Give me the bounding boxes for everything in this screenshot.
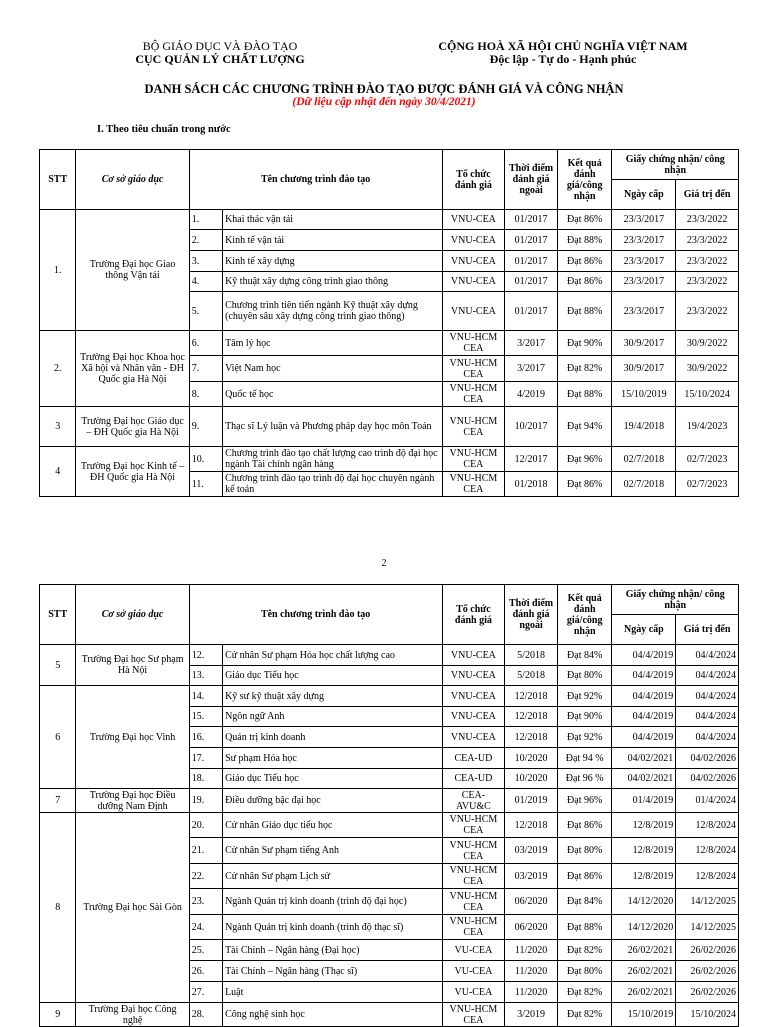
issue-date: 26/02/2021 — [612, 961, 676, 982]
org-header: Tổ chức đánh giá — [442, 150, 505, 210]
assessment-result: Đạt 88% — [557, 915, 612, 940]
assessment-result: Đạt 94 % — [557, 748, 612, 769]
assessment-result: Đạt 96 % — [557, 769, 612, 789]
assessment-time: 06/2020 — [505, 915, 558, 940]
assessment-time: 01/2019 — [505, 789, 558, 813]
valid-until: 14/12/2025 — [676, 889, 739, 915]
issue-date: 23/3/2017 — [612, 292, 676, 331]
institution-name: Trường Đại học Vinh — [76, 686, 189, 789]
assessment-result: Đạt 88% — [557, 382, 612, 407]
assessment-org: VNU-HCM CEA — [442, 382, 505, 407]
assessment-time: 11/2020 — [505, 961, 558, 982]
row-number: 18. — [189, 769, 222, 789]
assessment-result: Đạt 82% — [557, 356, 612, 382]
program-name: Luật — [223, 982, 443, 1003]
assessment-org: VNU-HCM CEA — [442, 864, 505, 889]
group-stt: 8 — [40, 813, 76, 1003]
assessment-org: VNU-CEA — [442, 645, 505, 666]
ministry-header — [100, 40, 340, 66]
valid-until: 01/4/2024 — [676, 789, 739, 813]
issue-date: 26/02/2021 — [612, 940, 676, 961]
valid-until: 26/02/2026 — [676, 982, 739, 1003]
assessment-result: Đạt 82% — [557, 982, 612, 1003]
institution-name: Trường Đại học Giáo dục – ĐH Quốc gia Hà Nội — [76, 407, 189, 447]
assessment-org: VNU-CEA — [442, 727, 505, 748]
assessment-time: 01/2017 — [505, 251, 558, 272]
valid-until: 12/8/2024 — [676, 838, 739, 864]
assessment-time: 5/2018 — [505, 666, 558, 686]
program-name: Cử nhân Sư phạm Lịch sử — [223, 864, 443, 889]
assessment-result: Đạt 80% — [557, 838, 612, 864]
assessment-org: VNU-HCM CEA — [442, 1003, 505, 1027]
section-heading: I. Theo tiêu chuẩn trong nước — [97, 124, 231, 135]
valid-until: 04/4/2024 — [676, 645, 739, 666]
institution-name: Trường Đại học Sư phạm Hà Nội — [76, 645, 189, 686]
table-row — [40, 686, 739, 707]
stt-header: STT — [40, 150, 76, 210]
institution-name: Trường Đại học Kinh tế – ĐH Quốc gia Hà Nội — [76, 447, 189, 497]
program-name: Thạc sĩ Lý luận và Phương pháp dạy học môn Toán — [223, 407, 443, 447]
assessment-time: 4/2019 — [505, 382, 558, 407]
program-name: Việt Nam học — [223, 356, 443, 382]
assessment-org: VU-CEA — [442, 961, 505, 982]
program-name: Công nghệ sinh học — [223, 1003, 443, 1027]
institution-name: Trường Đại học Công nghệ — [76, 1003, 189, 1027]
assessment-result: Đạt 88% — [557, 292, 612, 331]
issue-date: 04/4/2019 — [612, 666, 676, 686]
assessment-org: VNU-HCM CEA — [442, 331, 505, 356]
issue-date: 23/3/2017 — [612, 230, 676, 251]
result-header: Kết quả đánh giá/công nhận — [557, 585, 612, 645]
program-name: Ngành Quản trị kinh doanh (trình độ thạc sĩ) — [223, 915, 443, 940]
issue-date: 14/12/2020 — [612, 889, 676, 915]
assessment-result: Đạt 96% — [557, 447, 612, 472]
issue-date: 23/3/2017 — [612, 210, 676, 230]
issue-date: 23/3/2017 — [612, 251, 676, 272]
assessment-org: CEA-UD — [442, 748, 505, 769]
assessment-result: Đạt 86% — [557, 813, 612, 838]
table-header-row — [40, 150, 739, 180]
program-name: Ngành Quản trị kinh doanh (trình độ đại học) — [223, 889, 443, 915]
assessment-org: VNU-CEA — [442, 251, 505, 272]
assessment-org: VNU-HCM CEA — [442, 472, 505, 497]
assessment-time: 11/2020 — [505, 940, 558, 961]
page-subtitle: (Dữ liệu cập nhật đến ngày 30/4/2021) — [292, 96, 476, 108]
program-name: Cử nhân Sư phạm Hóa học chất lượng cao — [223, 645, 443, 666]
issue-date: 01/4/2019 — [612, 789, 676, 813]
page-title: DANH SÁCH CÁC CHƯƠNG TRÌNH ĐÀO TẠO ĐƯỢC ĐÁNH GIÁ VÀ CÔNG NHẬN — [144, 82, 624, 96]
assessment-org: VU-CEA — [442, 982, 505, 1003]
assessment-org: VNU-CEA — [442, 686, 505, 707]
issue-date: 30/9/2017 — [612, 331, 676, 356]
program-name: Cử nhân Giáo dục tiểu học — [223, 813, 443, 838]
program-header: Tên chương trình đào tạo — [189, 150, 442, 210]
assessment-org: VNU-CEA — [442, 272, 505, 292]
institution-header: Cơ sở giáo dục — [76, 150, 189, 210]
assessment-result: Đạt 82% — [557, 1003, 612, 1027]
row-number: 23. — [189, 889, 222, 915]
valid-until-header: Giá trị đến — [676, 615, 739, 645]
institution-name: Trường Đại học Khoa học Xã hội và Nhân văn - ĐH Quốc gia Hà Nội — [76, 331, 189, 407]
assessment-result: Đạt 84% — [557, 645, 612, 666]
program-name: Kỹ sư kỹ thuật xây dựng — [223, 686, 443, 707]
assessment-org: CEA-UD — [442, 769, 505, 789]
group-stt: 4 — [40, 447, 76, 497]
issue-date: 12/8/2019 — [612, 813, 676, 838]
valid-until: 30/9/2022 — [676, 331, 739, 356]
row-number: 12. — [189, 645, 222, 666]
assessment-time: 12/2018 — [505, 707, 558, 727]
assessment-time: 12/2018 — [505, 813, 558, 838]
assessment-result: Đạt 86% — [557, 472, 612, 497]
program-name: Sư phạm Hóa học — [223, 748, 443, 769]
assessment-time: 01/2017 — [505, 230, 558, 251]
row-number: 19. — [189, 789, 222, 813]
row-number: 27. — [189, 982, 222, 1003]
assessment-org: VNU-CEA — [442, 210, 505, 230]
program-name: Tài Chính – Ngân hàng (Đại học) — [223, 940, 443, 961]
assessment-result: Đạt 86% — [557, 864, 612, 889]
department-name: CỤC QUẢN LÝ CHẤT LƯỢNG — [135, 52, 305, 66]
national-motto: Độc lập - Tự do - Hạnh phúc — [489, 52, 637, 66]
programs-table-page2 — [39, 584, 739, 1027]
assessment-time: 01/2017 — [505, 272, 558, 292]
valid-until: 04/4/2024 — [676, 707, 739, 727]
assessment-time: 12/2018 — [505, 727, 558, 748]
valid-until: 04/02/2026 — [676, 769, 739, 789]
row-number: 28. — [189, 1003, 222, 1027]
program-name: Tâm lý học — [223, 331, 443, 356]
row-number: 9. — [189, 407, 222, 447]
assessment-org: VNU-HCM CEA — [442, 915, 505, 940]
row-number: 21. — [189, 838, 222, 864]
program-name: Quốc tế học — [223, 382, 443, 407]
assessment-org: VNU-CEA — [442, 292, 505, 331]
valid-until: 14/12/2025 — [676, 915, 739, 940]
assessment-org: VNU-CEA — [442, 230, 505, 251]
assessment-time: 03/2019 — [505, 838, 558, 864]
assessment-org: VNU-CEA — [442, 707, 505, 727]
valid-until-header: Giá trị đến — [676, 180, 739, 210]
assessment-result: Đạt 94% — [557, 407, 612, 447]
assessment-result: Đạt 86% — [557, 251, 612, 272]
assessment-time: 3/2017 — [505, 331, 558, 356]
row-number: 10. — [189, 447, 222, 472]
time-header: Thời điểm đánh giá ngoài — [505, 150, 558, 210]
row-number: 1. — [189, 210, 222, 230]
valid-until: 12/8/2024 — [676, 813, 739, 838]
issue-date-header: Ngày cấp — [612, 180, 676, 210]
ministry-name: BỘ GIÁO DỤC VÀ ĐÀO TẠO — [142, 39, 298, 53]
issue-date: 19/4/2018 — [612, 407, 676, 447]
program-name: Giáo dục Tiểu học — [223, 666, 443, 686]
row-number: 17. — [189, 748, 222, 769]
assessment-time: 10/2020 — [505, 769, 558, 789]
assessment-time: 12/2018 — [505, 686, 558, 707]
program-name: Quản trị kinh doanh — [223, 727, 443, 748]
table-row — [40, 331, 739, 356]
group-stt: 9 — [40, 1003, 76, 1027]
group-stt: 3 — [40, 407, 76, 447]
assessment-result: Đạt 92% — [557, 727, 612, 748]
valid-until: 12/8/2024 — [676, 864, 739, 889]
row-number: 11. — [189, 472, 222, 497]
program-name: Tài Chính – Ngân hàng (Thạc sĩ) — [223, 961, 443, 982]
country-name: CỘNG HOÀ XÃ HỘI CHỦ NGHĨA VIỆT NAM — [438, 39, 688, 53]
institution-name: Trường Đại học Sài Gòn — [76, 813, 189, 1003]
issue-date: 04/4/2019 — [612, 686, 676, 707]
program-name: Chương trình đào tạo trình độ đại học chuyên ngành kế toán — [223, 472, 443, 497]
assessment-result: Đạt 80% — [557, 961, 612, 982]
assessment-org: VU-CEA — [442, 940, 505, 961]
time-header: Thời điểm đánh giá ngoài — [505, 585, 558, 645]
assessment-time: 12/2017 — [505, 447, 558, 472]
program-name: Chương trình tiên tiến ngành Kỹ thuật xây dựng (chuyên sâu xây dựng công trình giao thông) — [223, 292, 443, 331]
row-number: 3. — [189, 251, 222, 272]
assessment-time: 11/2020 — [505, 982, 558, 1003]
issue-date: 12/8/2019 — [612, 864, 676, 889]
assessment-time: 5/2018 — [505, 645, 558, 666]
assessment-result: Đạt 86% — [557, 210, 612, 230]
valid-until: 26/02/2026 — [676, 961, 739, 982]
row-number: 15. — [189, 707, 222, 727]
program-name: Ngôn ngữ Anh — [223, 707, 443, 727]
table-row — [40, 645, 739, 666]
valid-until: 04/4/2024 — [676, 727, 739, 748]
program-name: Giáo dục Tiểu học — [223, 769, 443, 789]
cert-header: Giấy chứng nhận/ công nhận — [612, 585, 739, 615]
assessment-org: VNU-HCM CEA — [442, 813, 505, 838]
table-row — [40, 447, 739, 472]
issue-date: 04/02/2021 — [612, 769, 676, 789]
row-number: 6. — [189, 331, 222, 356]
row-number: 8. — [189, 382, 222, 407]
group-stt: 7 — [40, 789, 76, 813]
valid-until: 23/3/2022 — [676, 272, 739, 292]
row-number: 16. — [189, 727, 222, 748]
program-name: Kỹ thuật xây dựng công trình giao thông — [223, 272, 443, 292]
programs-table-page1 — [39, 149, 739, 497]
issue-date: 12/8/2019 — [612, 838, 676, 864]
row-number: 22. — [189, 864, 222, 889]
assessment-result: Đạt 96% — [557, 789, 612, 813]
row-number: 5. — [189, 292, 222, 331]
valid-until: 15/10/2024 — [676, 1003, 739, 1027]
program-header: Tên chương trình đào tạo — [189, 585, 442, 645]
national-header — [418, 40, 708, 66]
assessment-org: VNU-HCM CEA — [442, 838, 505, 864]
assessment-time: 03/2019 — [505, 864, 558, 889]
org-header: Tổ chức đánh giá — [442, 585, 505, 645]
issue-date: 04/4/2019 — [612, 707, 676, 727]
program-name: Cử nhân Sư phạm tiếng Anh — [223, 838, 443, 864]
assessment-time: 01/2017 — [505, 292, 558, 331]
group-stt: 2. — [40, 331, 76, 407]
program-name: Kinh tế vận tải — [223, 230, 443, 251]
valid-until: 23/3/2022 — [676, 230, 739, 251]
program-name: Điều dưỡng bậc đại học — [223, 789, 443, 813]
table-row — [40, 407, 739, 447]
assessment-result: Đạt 80% — [557, 666, 612, 686]
institution-header: Cơ sở giáo dục — [76, 585, 189, 645]
issue-date: 04/4/2019 — [612, 645, 676, 666]
cert-header: Giấy chứng nhận/ công nhận — [612, 150, 739, 180]
valid-until: 30/9/2022 — [676, 356, 739, 382]
stt-header: STT — [40, 585, 76, 645]
issue-date-header: Ngày cấp — [612, 615, 676, 645]
assessment-time: 01/2017 — [505, 210, 558, 230]
result-header: Kết quả đánh giá/công nhận — [557, 150, 612, 210]
valid-until: 04/4/2024 — [676, 666, 739, 686]
page-number: 2 — [381, 558, 387, 569]
issue-date: 23/3/2017 — [612, 272, 676, 292]
row-number: 26. — [189, 961, 222, 982]
valid-until: 04/4/2024 — [676, 686, 739, 707]
row-number: 24. — [189, 915, 222, 940]
program-name: Kinh tế xây dựng — [223, 251, 443, 272]
assessment-org: CEA-AVU&C — [442, 789, 505, 813]
assessment-time: 3/2019 — [505, 1003, 558, 1027]
table-row — [40, 210, 739, 230]
valid-until: 02/7/2023 — [676, 447, 739, 472]
valid-until: 23/3/2022 — [676, 292, 739, 331]
assessment-org: VNU-HCM CEA — [442, 447, 505, 472]
assessment-result: Đạt 84% — [557, 889, 612, 915]
row-number: 2. — [189, 230, 222, 251]
table-row — [40, 1003, 739, 1027]
group-stt: 5 — [40, 645, 76, 686]
row-number: 25. — [189, 940, 222, 961]
issue-date: 26/02/2021 — [612, 982, 676, 1003]
assessment-org: VNU-HCM CEA — [442, 407, 505, 447]
valid-until: 04/02/2026 — [676, 748, 739, 769]
issue-date: 02/7/2018 — [612, 447, 676, 472]
institution-name: Trường Đại học Giao thông Vận tải — [76, 210, 189, 331]
row-number: 14. — [189, 686, 222, 707]
issue-date: 30/9/2017 — [612, 356, 676, 382]
row-number: 7. — [189, 356, 222, 382]
table-row — [40, 813, 739, 838]
group-stt: 1. — [40, 210, 76, 331]
assessment-time: 10/2017 — [505, 407, 558, 447]
table-row — [40, 789, 739, 813]
assessment-org: VNU-HCM CEA — [442, 889, 505, 915]
row-number: 4. — [189, 272, 222, 292]
assessment-result: Đạt 86% — [557, 272, 612, 292]
assessment-result: Đạt 88% — [557, 230, 612, 251]
issue-date: 02/7/2018 — [612, 472, 676, 497]
valid-until: 23/3/2022 — [676, 251, 739, 272]
program-name: Khai thác vận tải — [223, 210, 443, 230]
assessment-time: 01/2018 — [505, 472, 558, 497]
institution-name: Trường Đại học Điều dưỡng Nam Định — [76, 789, 189, 813]
assessment-time: 10/2020 — [505, 748, 558, 769]
row-number: 13. — [189, 666, 222, 686]
issue-date: 04/02/2021 — [612, 748, 676, 769]
valid-until: 15/10/2024 — [676, 382, 739, 407]
row-number: 20. — [189, 813, 222, 838]
assessment-time: 06/2020 — [505, 889, 558, 915]
assessment-org: VNU-HCM CEA — [442, 356, 505, 382]
issue-date: 15/10/2019 — [612, 382, 676, 407]
group-stt: 6 — [40, 686, 76, 789]
assessment-result: Đạt 90% — [557, 331, 612, 356]
issue-date: 04/4/2019 — [612, 727, 676, 748]
valid-until: 23/3/2022 — [676, 210, 739, 230]
valid-until: 02/7/2023 — [676, 472, 739, 497]
assessment-time: 3/2017 — [505, 356, 558, 382]
assessment-result: Đạt 82% — [557, 940, 612, 961]
valid-until: 26/02/2026 — [676, 940, 739, 961]
issue-date: 15/10/2019 — [612, 1003, 676, 1027]
valid-until: 19/4/2023 — [676, 407, 739, 447]
assessment-result: Đạt 90% — [557, 707, 612, 727]
program-name: Chương trình đào tạo chất lượng cao trình độ đại học ngành Tài chính ngân hàng — [223, 447, 443, 472]
assessment-result: Đạt 92% — [557, 686, 612, 707]
issue-date: 14/12/2020 — [612, 915, 676, 940]
table-header-row — [40, 585, 739, 615]
assessment-org: VNU-CEA — [442, 666, 505, 686]
